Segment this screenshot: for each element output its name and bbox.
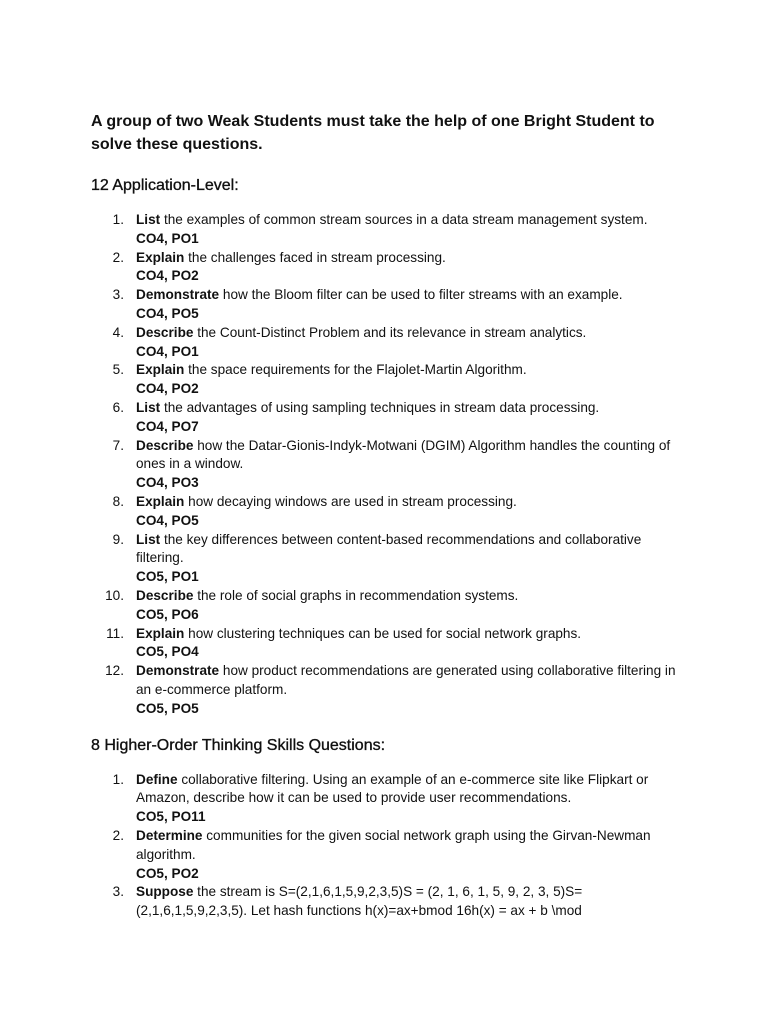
question-text: the Count-Distinct Problem and its relevance in stream analytics. [193,324,587,340]
question-text: the examples of common stream sources in a data stream management system. [160,212,648,227]
hots-question-list [91,771,691,921]
course-outcome-tag: CO5, PO1 [136,569,199,585]
question-verb: Define [136,771,178,787]
question-number: 1. [112,212,124,227]
question-number: 5. [112,362,124,378]
question-text: how the Datar-Gionis-Indyk-Motwani (DGIM) Algorithm handles the counting of ones in a window. [136,437,671,472]
course-outcome-tag: CO4, PO2 [136,381,199,397]
question-verb: Describe [136,437,194,453]
question-text: the role of social graphs in recommendation systems. [193,587,519,603]
question-number: 2. [112,827,124,843]
intro-instruction: A group of two Weak Students must take the help of one Bright Student to solve these questions. [91,113,655,153]
question-item [91,531,691,587]
question-text: the advantages of using sampling techniques in stream data processing. [160,399,600,415]
question-item [91,662,691,718]
application-question-list [91,211,691,719]
question-text: the challenges faced in stream processing. [184,249,446,265]
course-outcome-tag: CO4, PO3 [136,475,199,491]
question-verb: Suppose [136,884,194,900]
question-number: 10. [105,587,124,603]
question-text: collaborative filtering. Using an example of an e-commerce site like Flipkart or Amazon, describe how it can be used to provide user recommendations. [136,771,649,806]
course-outcome-tag: CO4, PO5 [136,512,199,528]
question-verb: Determine [136,827,203,843]
question-text: how decaying windows are used in stream processing. [184,493,517,509]
question-text: how clustering techniques can be used for social network graphs. [184,625,582,641]
question-item [91,493,691,531]
course-outcome-tag: CO5, PO6 [136,606,199,622]
question-item [91,249,691,287]
question-verb: Demonstrate [136,287,220,303]
question-item [91,286,691,324]
question-item [91,211,691,249]
question-item [91,587,691,625]
question-text: how product recommendations are generated using collaborative filtering in an e-commerce platform. [136,663,676,697]
question-number: 4. [112,324,124,340]
question-item [91,437,691,493]
question-text: the stream is S=(2,1,6,1,5,9,2,3,5)S = (2, 1, 6, 1, 5, 9, 2, 3, 5)S=(2,1,6,1,5,9,2,3,5). Let hash functions h(x)=ax+bmod 16h(x) = ax + b \mod [136,884,583,919]
question-number: 1. [112,771,124,787]
course-outcome-tag: CO5, PO5 [136,700,199,716]
question-number: 6. [112,399,124,415]
question-verb: Explain [136,362,185,378]
course-outcome-tag: CO5, PO4 [136,644,199,660]
question-verb: Explain [136,493,185,509]
question-item [91,771,691,827]
section-title-hots: 8 Higher-Order Thinking Skills Questions: [91,736,386,754]
question-number: 2. [112,249,124,265]
question-verb: Demonstrate [136,663,220,679]
question-item [91,883,691,921]
question-item [91,361,691,399]
question-number: 3. [112,884,124,900]
question-item [91,827,691,883]
question-verb: Describe [136,587,194,603]
course-outcome-tag: CO5, PO2 [136,865,199,881]
course-outcome-tag: CO4, PO1 [136,343,199,359]
question-text: the space requirements for the Flajolet-Martin Algorithm. [184,362,527,378]
question-number: 8. [112,493,124,509]
question-number: 9. [112,531,124,547]
question-text: how the Bloom filter can be used to filter streams with an example. [219,287,623,303]
question-number: 7. [112,437,124,453]
question-number: 12. [105,663,124,679]
course-outcome-tag: CO4, PO2 [136,268,199,284]
question-verb: List [136,212,161,227]
course-outcome-tag: CO4, PO5 [136,305,199,321]
question-text: communities for the given social network graph using the Girvan-Newman algorithm. [136,827,651,862]
question-verb: List [136,531,161,547]
course-outcome-tag: CO4, PO1 [136,230,199,246]
question-verb: Describe [136,324,194,340]
question-text: the key differences between content-based recommendations and collaborative filtering. [136,531,642,566]
question-verb: Explain [136,625,185,641]
course-outcome-tag: CO5, PO11 [136,809,206,825]
document-page [91,110,691,921]
question-item [91,399,691,437]
question-item [91,324,691,362]
question-verb: List [136,399,161,415]
section-title-application: 12 Application-Level: [91,177,239,194]
course-outcome-tag: CO4, PO7 [136,418,199,434]
question-number: 11. [106,625,124,641]
question-verb: Explain [136,249,185,265]
question-item [91,625,691,663]
question-number: 3. [112,287,124,303]
